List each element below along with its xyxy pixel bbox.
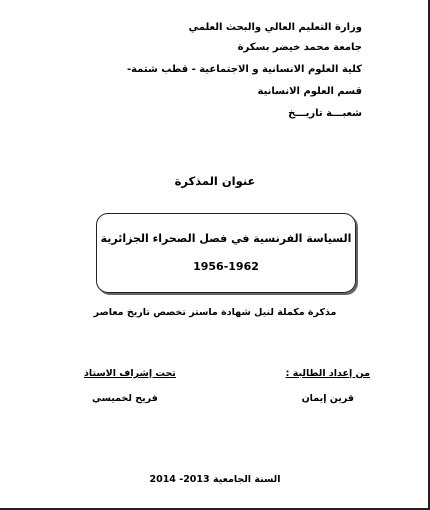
supervisor-label: تحت إشراف الاستاذ <box>84 368 176 379</box>
faculty-line: كلية العلوم الانسانية و الاجتماعية - قطب شتمة- <box>126 64 362 75</box>
academic-year: السنة الجامعية 2013- 2014 <box>149 474 281 485</box>
thesis-years: 1956-1962 <box>193 260 259 273</box>
department-line: قسم العلوم الانسانية <box>257 86 362 97</box>
supervisor-name: فريح لخميسي <box>92 393 158 404</box>
student-name: قرين إيمان <box>301 393 354 404</box>
thesis-title-box <box>96 213 356 293</box>
ministry-line: وزارة التعليم العالي والبحث العلمي <box>188 22 362 33</box>
thesis-title-label: عنوان المذكرة <box>174 174 256 188</box>
thesis-title: السياسة الفرنسية في فصل الصحراء الجزائرية <box>100 232 352 245</box>
student-label: من إعداد الطالبة : <box>285 368 370 379</box>
branch-line: شعبـــة تاريـــخ <box>288 108 362 119</box>
university-line: جامعة محمد خيضر بسكرة <box>237 42 362 53</box>
memo-note: مذكرة مكملة لنيل شهادة ماستر تخصص تاريخ معاصر <box>93 307 337 318</box>
